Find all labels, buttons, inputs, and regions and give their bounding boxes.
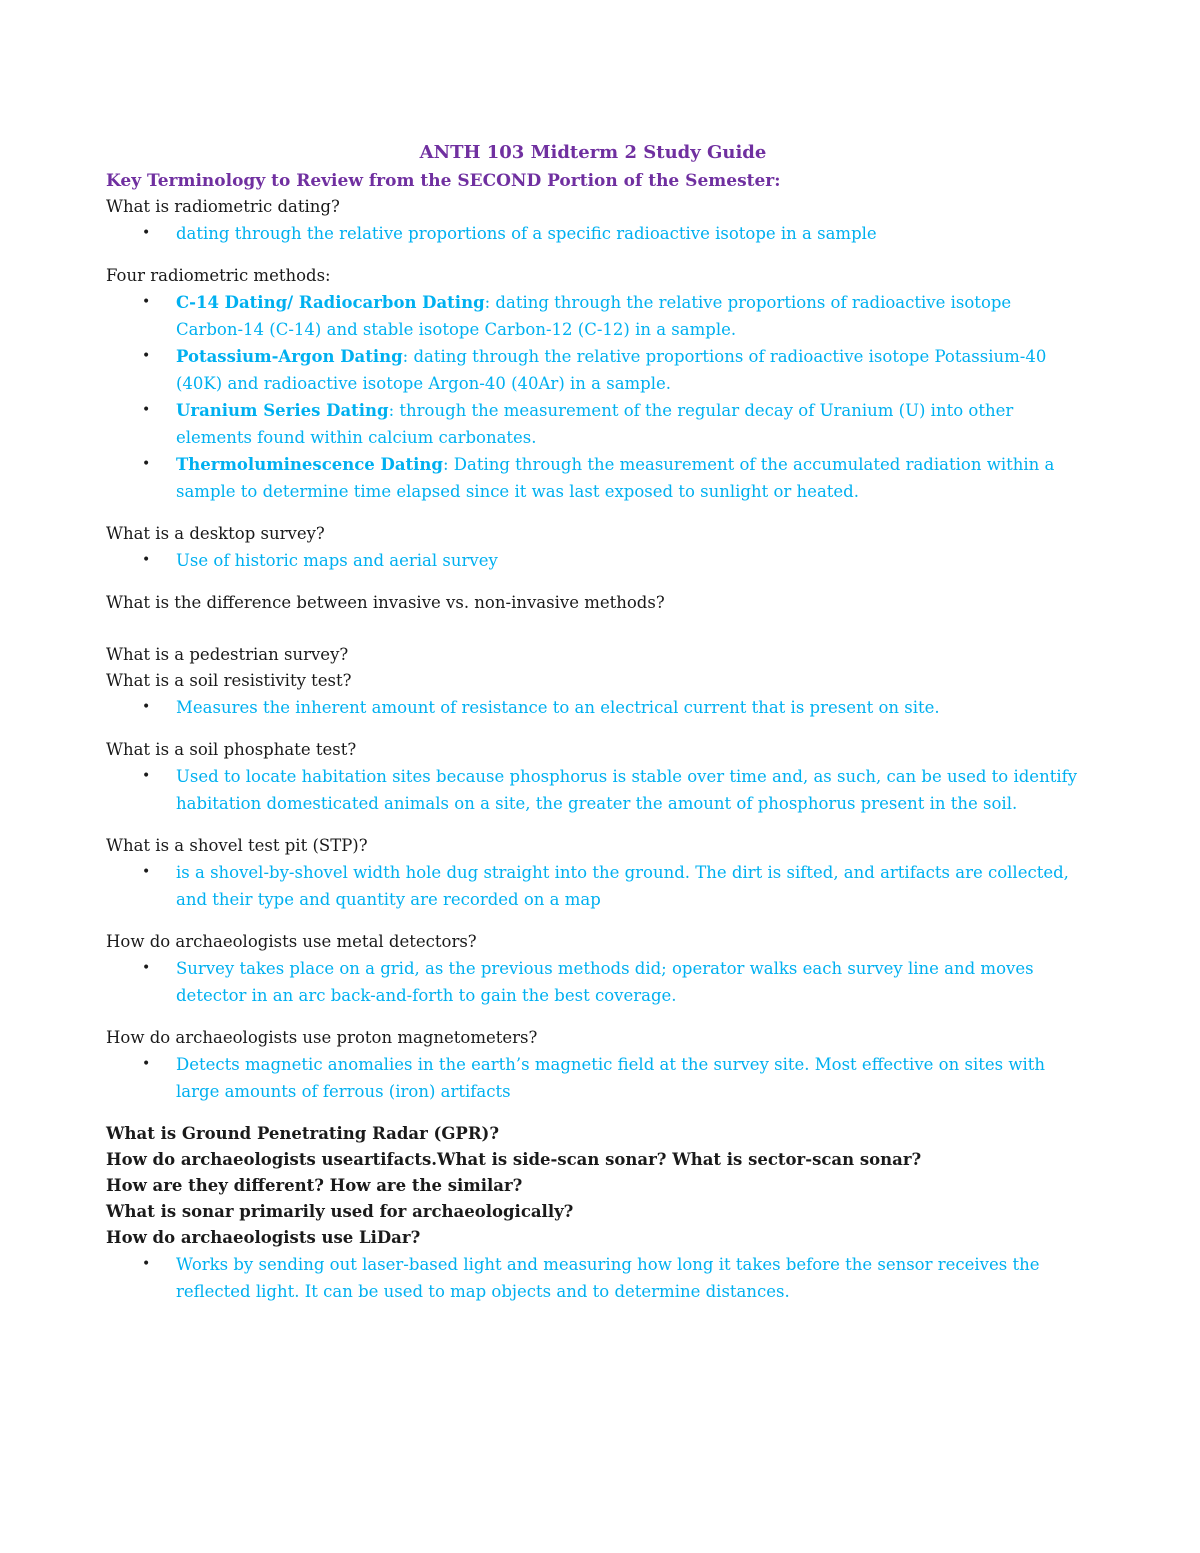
answer-stp <box>106 859 1080 913</box>
method-term: Thermoluminescence Dating <box>176 455 443 474</box>
answer-list-lidar <box>106 1251 1080 1305</box>
method-text: : dating through the relative proportions of radioactive isotope Potassium-40 (40K) and radioactive isotope Argon-40 (40Ar) in a sample. <box>176 347 1047 393</box>
method-term: C-14 Dating/ Radiocarbon Dating <box>176 293 485 312</box>
answer-radiometric <box>106 220 1080 247</box>
answer-metal <box>106 955 1080 1009</box>
answer-list-resistivity <box>106 694 1080 721</box>
question-sonar-types: How do archaeologists useartifacts.What is side-scan sonar? What is sector-scan sonar? <box>106 1150 922 1169</box>
document-title: ANTH 103 Midterm 2 Study Guide <box>419 142 767 163</box>
answer-text: Measures the inherent amount of resistance to an electrical current that is present on site. <box>176 698 940 717</box>
method-text: : dating through the relative proportions of radioactive isotope Carbon-14 (C-14) and stable isotope Carbon-12 (C-12) in a sample. <box>176 293 1012 339</box>
bullet-icon: • <box>142 960 151 976</box>
method-item <box>106 397 1080 451</box>
bullet-icon: • <box>142 552 151 568</box>
bullet-icon: • <box>142 225 151 241</box>
bullet-icon: • <box>142 402 151 418</box>
bullet-icon: • <box>142 294 151 310</box>
question-four-methods: Four radiometric methods: <box>106 266 331 285</box>
question-radiometric: What is radiometric dating? <box>106 197 340 216</box>
answer-text: dating through the relative proportions of a specific radioactive isotope in a sample <box>176 224 877 243</box>
question-gpr: What is Ground Penetrating Radar (GPR)? <box>106 1124 500 1143</box>
method-text: : through the measurement of the regular decay of Uranium (U) into other elements found within calcium carbonates. <box>176 401 1014 447</box>
answer-list-desktop <box>106 547 1080 574</box>
question-stp: What is a shovel test pit (STP)? <box>106 836 368 855</box>
bullet-icon: • <box>142 768 151 784</box>
question-resistivity: What is a soil resistivity test? <box>106 671 352 690</box>
answer-text: Survey takes place on a grid, as the previous methods did; operator walks each survey line and moves detector in an arc back-and-forth to gain the best coverage. <box>176 959 1034 1005</box>
answer-list-stp <box>106 859 1080 913</box>
answer-resistivity <box>106 694 1080 721</box>
answer-lidar <box>106 1251 1080 1305</box>
bullet-icon: • <box>142 348 151 364</box>
answer-desktop <box>106 547 1080 574</box>
question-lidar: How do archaeologists use LiDar? <box>106 1228 421 1247</box>
methods-list <box>106 289 1080 505</box>
answer-list-phosphate <box>106 763 1080 817</box>
bullet-icon: • <box>142 699 151 715</box>
answer-text: Use of historic maps and aerial survey <box>176 551 498 570</box>
question-sonar-use: What is sonar primarily used for archaeologically? <box>106 1202 574 1221</box>
question-desktop-survey: What is a desktop survey? <box>106 524 325 543</box>
bullet-icon: • <box>142 1056 151 1072</box>
spacer <box>106 616 1080 642</box>
method-item <box>106 451 1080 505</box>
answer-text: Works by sending out laser-based light and measuring how long it takes before the sensor receives the reflected light. It can be used to map objects and to determine distances. <box>176 1255 1040 1301</box>
answer-list-metal <box>106 955 1080 1009</box>
bullet-icon: • <box>142 864 151 880</box>
answer-text: is a shovel-by-shovel width hole dug straight into the ground. The dirt is sifted, and artifacts are collected, and their type and quantity are recorded on a map <box>176 863 1069 909</box>
answer-text: Used to locate habitation sites because phosphorus is stable over time and, as such, can be used to identify habitation domesticated animals on a site, the greater the amount of phosphorus present in the soil. <box>176 767 1078 813</box>
answer-phosphate <box>106 763 1080 817</box>
question-proton: How do archaeologists use proton magnetometers? <box>106 1028 538 1047</box>
bullet-icon: • <box>142 456 151 472</box>
answer-list-radiometric <box>106 220 1080 247</box>
question-metal-detectors: How do archaeologists use metal detectors? <box>106 932 477 951</box>
section-heading: Key Terminology to Review from the SECOND Portion of the Semester: <box>106 171 781 191</box>
answer-list-proton <box>106 1051 1080 1105</box>
answer-text: Detects magnetic anomalies in the earth’s magnetic field at the survey site. Most effective on sites with large amounts of ferrous (iron) artifacts <box>176 1055 1045 1101</box>
method-item <box>106 289 1080 343</box>
method-text: : Dating through the measurement of the accumulated radiation within a sample to determine time elapsed since it was last exposed to sunlight or heated. <box>176 455 1055 501</box>
answer-proton <box>106 1051 1080 1105</box>
method-term: Uranium Series Dating <box>176 401 389 420</box>
question-pedestrian: What is a pedestrian survey? <box>106 645 349 664</box>
question-invasive: What is the difference between invasive vs. non-invasive methods? <box>106 593 665 612</box>
question-sonar-compare: How are they different? How are the similar? <box>106 1176 523 1195</box>
question-phosphate: What is a soil phosphate test? <box>106 740 357 759</box>
method-item <box>106 343 1080 397</box>
method-term: Potassium-Argon Dating <box>176 347 403 366</box>
bullet-icon: • <box>142 1256 151 1272</box>
